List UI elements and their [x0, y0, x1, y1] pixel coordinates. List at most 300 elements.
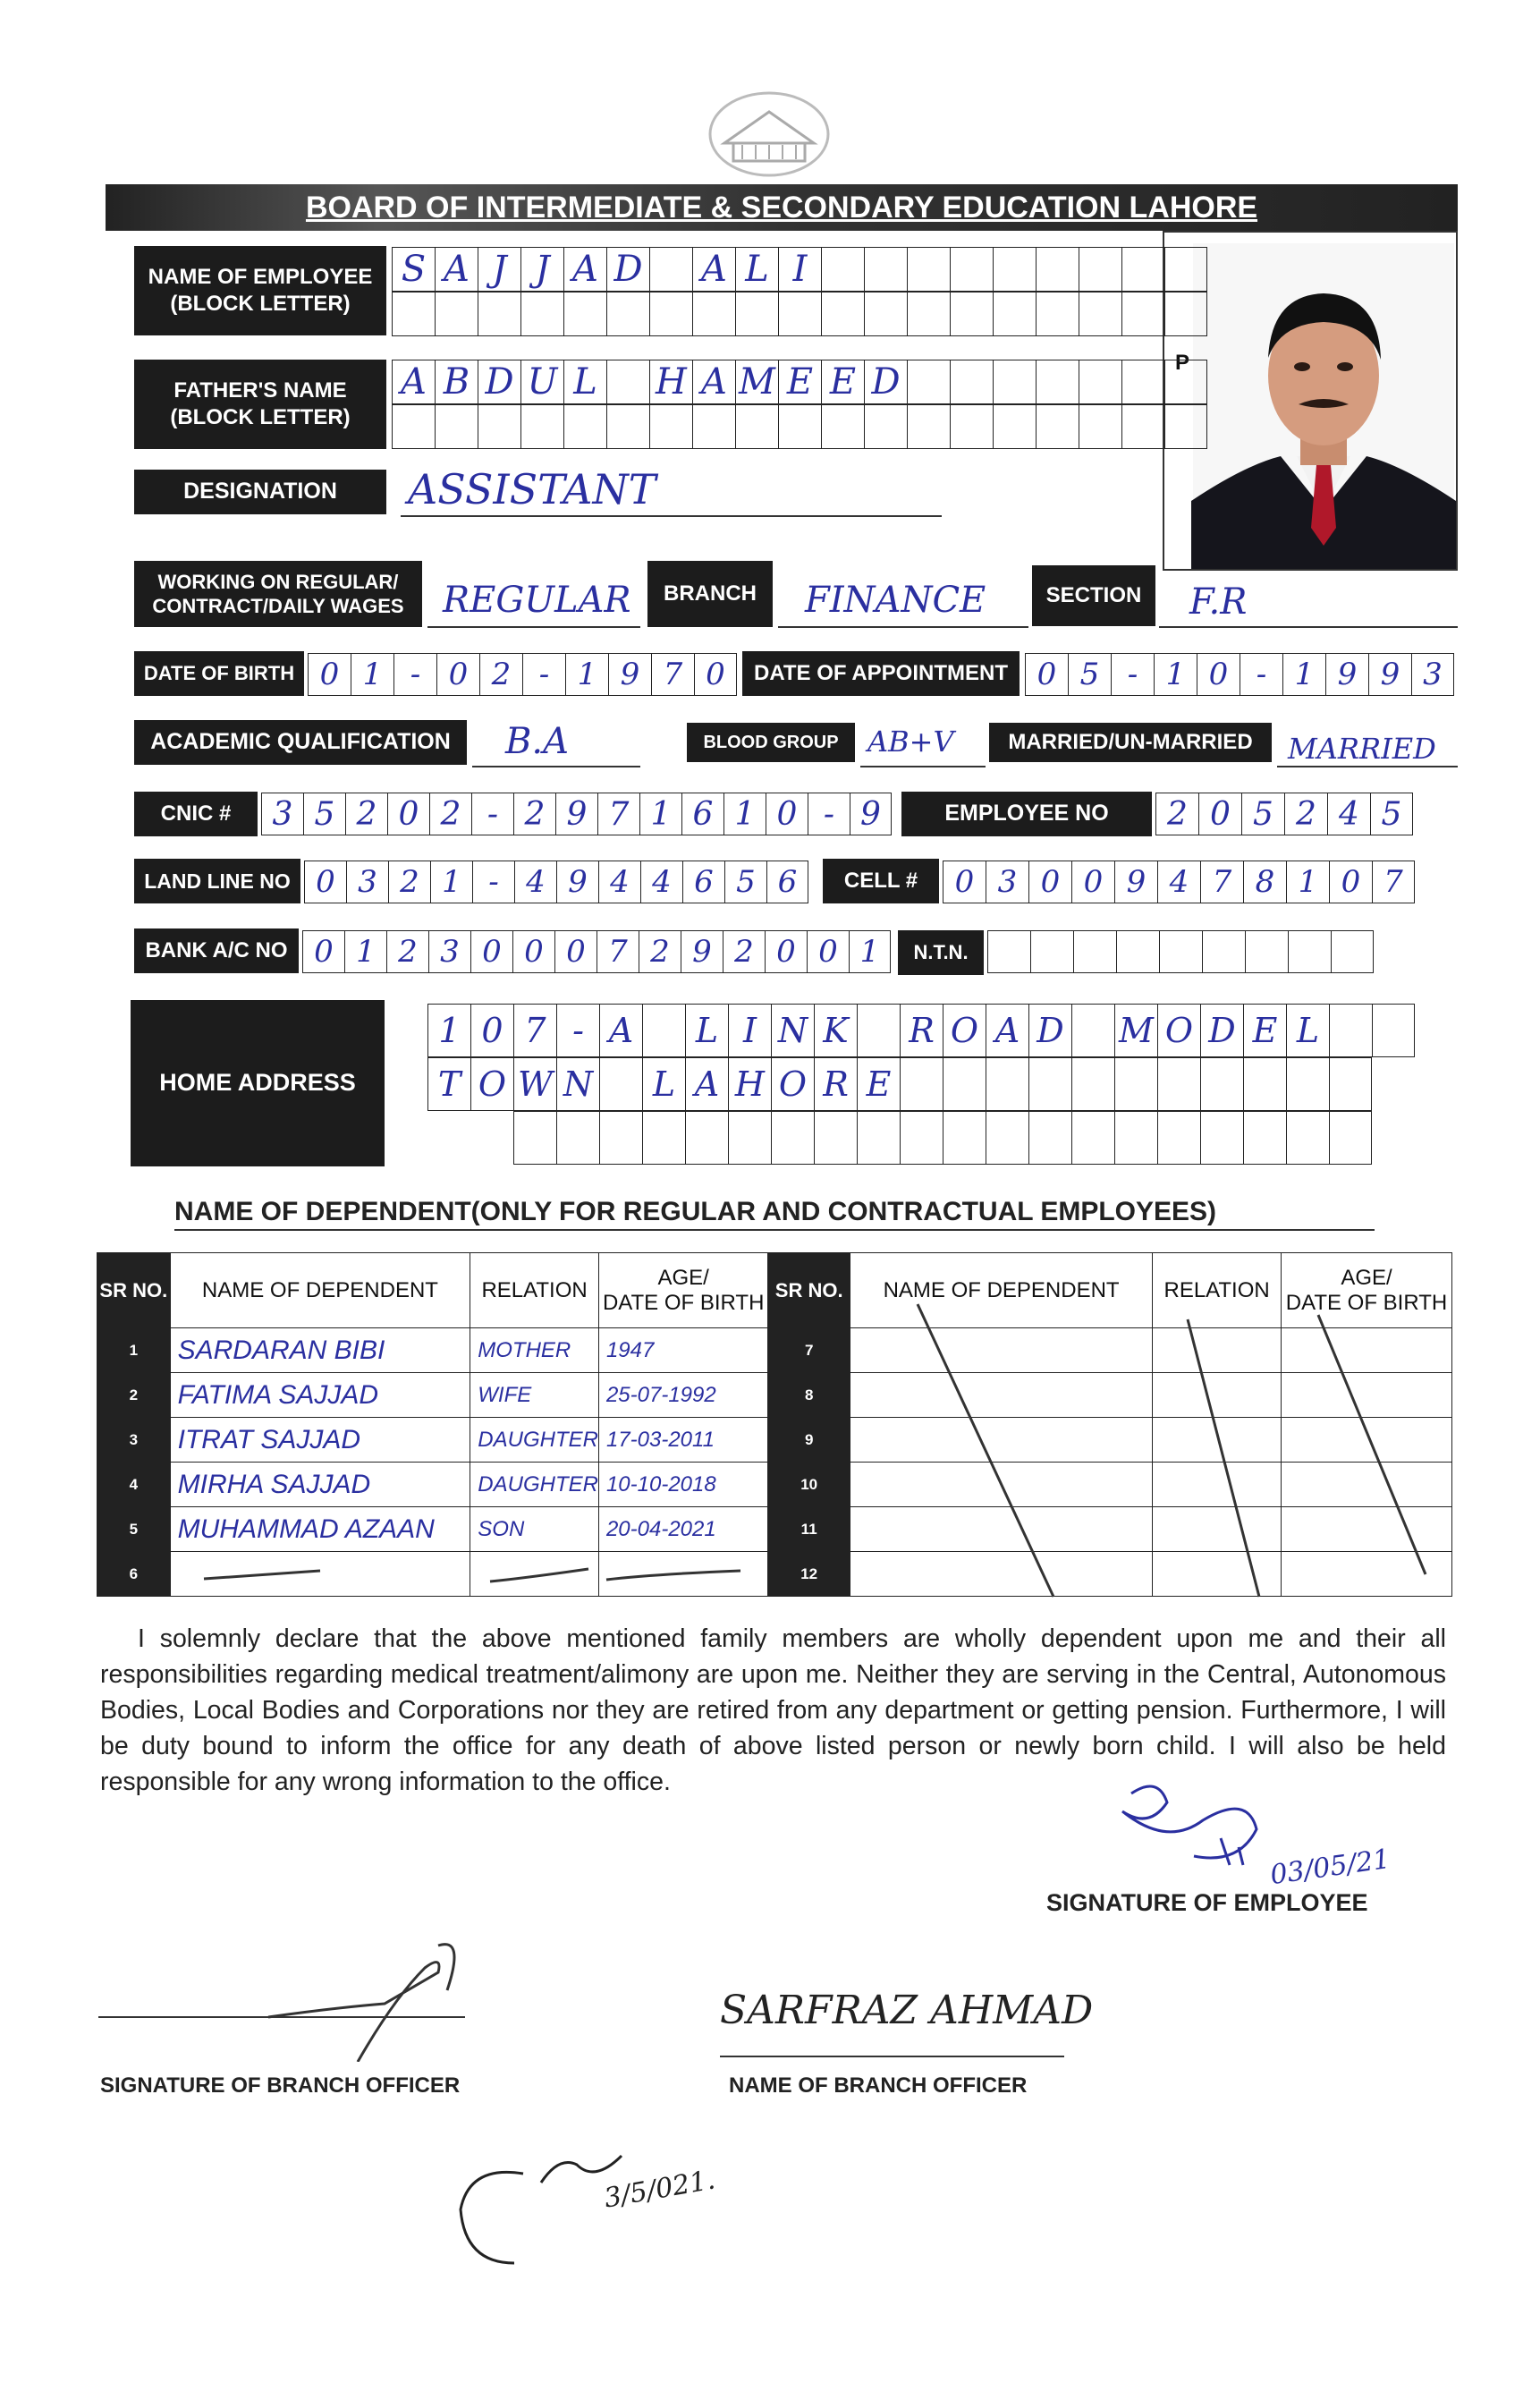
char-box[interactable]: B — [435, 360, 478, 404]
char-box[interactable] — [392, 292, 435, 336]
dependent-sr: 4 — [97, 1463, 171, 1507]
char-box[interactable] — [1245, 930, 1288, 973]
char-box[interactable]: 5 — [724, 861, 766, 903]
char-box[interactable]: 0 — [1197, 653, 1240, 696]
dependent-age[interactable]: 1947 — [598, 1328, 767, 1373]
char-box[interactable]: I — [728, 1004, 771, 1057]
char-box[interactable]: L — [563, 360, 606, 404]
char-box[interactable]: D — [1200, 1004, 1243, 1057]
char-box[interactable]: 1 — [351, 653, 393, 696]
char-box[interactable] — [821, 247, 864, 292]
char-box[interactable]: R — [814, 1057, 857, 1111]
branch-officer-name-label: NAME OF BRANCH OFFICER — [729, 2073, 1028, 2098]
dependent-name[interactable]: SARDARAN BIBI — [170, 1328, 470, 1373]
cnic-label-text: CNIC # — [160, 801, 232, 826]
dependent-sr: 3 — [97, 1418, 171, 1463]
doa-boxes[interactable] — [1025, 653, 1454, 696]
char-box[interactable] — [1243, 1111, 1286, 1165]
char-box[interactable]: 7 — [1200, 861, 1243, 903]
ntn-boxes[interactable] — [987, 930, 1374, 973]
bottom-initials — [452, 2138, 630, 2272]
branch-officer-signature — [259, 1919, 492, 2062]
char-box[interactable] — [1121, 292, 1164, 336]
char-box[interactable]: 1 — [1154, 653, 1197, 696]
col-age-right-1: AGE/ — [1341, 1265, 1392, 1290]
char-box[interactable] — [435, 292, 478, 336]
char-box[interactable]: 9 — [681, 930, 723, 973]
char-box[interactable]: O — [771, 1057, 814, 1111]
char-box[interactable] — [728, 1111, 771, 1165]
char-box[interactable]: 1 — [430, 861, 472, 903]
char-box[interactable]: 4 — [1157, 861, 1200, 903]
char-box[interactable]: 7 — [651, 653, 694, 696]
char-box[interactable] — [950, 292, 993, 336]
section-value[interactable]: F.R — [1189, 581, 1248, 623]
dependent-relation[interactable]: WIFE — [470, 1373, 599, 1418]
char-box[interactable]: 2 — [1284, 793, 1327, 835]
char-box[interactable]: A — [685, 1057, 728, 1111]
char-box[interactable]: 2 — [513, 793, 555, 835]
ntn-label-text: N.T.N. — [913, 941, 969, 964]
char-box[interactable] — [1329, 1057, 1372, 1111]
char-box[interactable]: H — [649, 360, 692, 404]
header-bar — [106, 184, 1458, 231]
char-box[interactable] — [563, 404, 606, 449]
address-row-3[interactable] — [513, 1111, 1372, 1165]
char-box[interactable] — [685, 1111, 728, 1165]
char-box[interactable] — [950, 360, 993, 404]
char-box[interactable]: 1 — [565, 653, 608, 696]
char-box[interactable]: T — [427, 1057, 470, 1111]
char-box[interactable] — [1200, 1111, 1243, 1165]
dependent-relation[interactable]: MOTHER — [470, 1328, 599, 1373]
char-box[interactable] — [987, 930, 1030, 973]
char-box[interactable] — [520, 404, 563, 449]
col-name-right: NAME OF DEPENDENT — [850, 1253, 1152, 1328]
col-age-right-2: DATE OF BIRTH — [1285, 1290, 1448, 1315]
char-box[interactable] — [1073, 930, 1116, 973]
char-box[interactable] — [864, 247, 907, 292]
char-box[interactable] — [606, 292, 649, 336]
char-box[interactable]: 9 — [1368, 653, 1411, 696]
char-box[interactable]: S — [392, 247, 435, 292]
dependent-relation[interactable]: DAUGHTER — [470, 1418, 599, 1463]
char-box[interactable] — [907, 404, 950, 449]
char-box[interactable] — [821, 292, 864, 336]
char-box[interactable]: L — [685, 1004, 728, 1057]
char-box[interactable] — [1079, 247, 1121, 292]
char-box[interactable]: 5 — [1241, 793, 1284, 835]
char-box[interactable]: 0 — [765, 930, 807, 973]
char-box[interactable] — [513, 1111, 556, 1165]
char-box[interactable]: I — [778, 247, 821, 292]
name-label-sub: (BLOCK LETTER) — [170, 292, 351, 316]
char-box[interactable]: 2 — [429, 793, 471, 835]
char-box[interactable]: 6 — [766, 861, 808, 903]
char-box[interactable] — [1164, 360, 1207, 404]
branch-officer-name-line — [720, 2013, 1064, 2057]
dependent-name[interactable]: MIRHA SAJJAD — [170, 1463, 470, 1507]
dependent-age[interactable]: 25-07-1992 — [598, 1373, 767, 1418]
char-box[interactable] — [1331, 930, 1374, 973]
char-box[interactable]: E — [778, 360, 821, 404]
dependent-name[interactable]: MUHAMMAD AZAAN — [170, 1507, 470, 1552]
working-label-1: WORKING ON REGULAR/ — [157, 570, 399, 593]
employee-name-boxes[interactable] — [392, 247, 1207, 292]
char-box[interactable] — [392, 404, 435, 449]
char-box[interactable]: M — [735, 360, 778, 404]
char-box[interactable] — [692, 292, 735, 336]
char-box[interactable] — [599, 1111, 642, 1165]
char-box[interactable] — [1286, 1111, 1329, 1165]
char-box[interactable]: 3 — [346, 861, 388, 903]
char-box[interactable]: A — [392, 360, 435, 404]
char-box[interactable]: 0 — [436, 653, 479, 696]
char-box[interactable]: A — [692, 247, 735, 292]
empno-label-text: EMPLOYEE NO — [944, 801, 1109, 827]
char-box[interactable] — [821, 404, 864, 449]
char-box[interactable] — [857, 1004, 900, 1057]
char-box[interactable] — [735, 404, 778, 449]
char-box[interactable]: 1 — [1286, 861, 1329, 903]
char-box[interactable] — [1036, 292, 1079, 336]
char-box[interactable]: 7 — [597, 930, 639, 973]
char-box[interactable]: 5 — [1370, 793, 1413, 835]
char-box[interactable] — [435, 404, 478, 449]
char-box[interactable] — [1036, 247, 1079, 292]
char-box[interactable] — [1157, 1057, 1200, 1111]
char-box[interactable] — [1372, 1004, 1415, 1057]
char-box[interactable]: - — [1240, 653, 1282, 696]
char-box[interactable] — [1329, 1111, 1372, 1165]
char-box[interactable] — [1286, 1057, 1329, 1111]
char-box[interactable]: - — [1111, 653, 1154, 696]
char-box[interactable]: 9 — [555, 793, 597, 835]
char-box[interactable]: A — [599, 1004, 642, 1057]
char-box[interactable] — [642, 1111, 685, 1165]
char-box[interactable] — [649, 292, 692, 336]
char-box[interactable]: J — [520, 247, 563, 292]
char-box[interactable]: A — [692, 360, 735, 404]
char-box[interactable]: U — [520, 360, 563, 404]
academic-value[interactable]: B.A — [505, 721, 569, 762]
char-box[interactable]: A — [986, 1004, 1028, 1057]
char-box[interactable] — [1200, 1057, 1243, 1111]
char-box[interactable] — [599, 1057, 642, 1111]
char-box[interactable]: 1 — [1282, 653, 1325, 696]
char-box[interactable]: 0 — [943, 861, 986, 903]
char-box[interactable] — [900, 1057, 943, 1111]
char-box[interactable]: 0 — [302, 930, 344, 973]
char-box[interactable]: O — [943, 1004, 986, 1057]
branch-label — [647, 561, 773, 627]
char-box[interactable]: 9 — [556, 861, 598, 903]
form-title: BOARD OF INTERMEDIATE & SECONDARY EDUCATION LAHORE — [305, 190, 1258, 225]
char-box[interactable]: 0 — [1025, 653, 1068, 696]
char-box[interactable] — [1116, 930, 1159, 973]
char-box[interactable] — [943, 1057, 986, 1111]
char-box[interactable]: 4 — [514, 861, 556, 903]
char-box[interactable] — [1159, 930, 1202, 973]
dependent-name[interactable]: FATIMA SAJJAD — [170, 1373, 470, 1418]
char-box[interactable] — [1288, 930, 1331, 973]
char-box[interactable]: 7 — [597, 793, 639, 835]
char-box[interactable]: 2 — [639, 930, 681, 973]
char-box[interactable]: 0 — [470, 930, 512, 973]
char-box[interactable]: 0 — [1198, 793, 1241, 835]
char-box[interactable]: 0 — [1329, 861, 1372, 903]
char-box[interactable] — [1164, 247, 1207, 292]
char-box[interactable] — [1071, 1004, 1114, 1057]
father-name-boxes[interactable] — [392, 360, 1207, 404]
char-box[interactable] — [1036, 404, 1079, 449]
char-box[interactable]: 9 — [608, 653, 651, 696]
char-box[interactable]: 3 — [1411, 653, 1454, 696]
char-box[interactable] — [1071, 1111, 1114, 1165]
char-box[interactable]: R — [900, 1004, 943, 1057]
landline-label-text: LAND LINE NO — [144, 869, 291, 893]
char-box[interactable]: D — [478, 360, 520, 404]
char-box[interactable] — [864, 404, 907, 449]
char-box[interactable]: 0 — [470, 1004, 513, 1057]
char-box[interactable] — [950, 404, 993, 449]
char-box[interactable] — [1157, 1111, 1200, 1165]
char-box[interactable]: D — [864, 360, 907, 404]
char-box[interactable] — [1121, 404, 1164, 449]
char-box[interactable]: D — [606, 247, 649, 292]
dob-boxes[interactable] — [308, 653, 737, 696]
employee-no-label — [901, 792, 1152, 836]
dependent-sr: 1 — [97, 1328, 171, 1373]
branch-value[interactable]: FINANCE — [805, 580, 986, 621]
char-box[interactable] — [986, 1111, 1028, 1165]
fathers-name-label — [134, 360, 386, 449]
char-box[interactable] — [864, 292, 907, 336]
char-box[interactable]: L — [642, 1057, 685, 1111]
dependent-age[interactable]: 20-04-2021 — [598, 1507, 767, 1552]
char-box[interactable] — [649, 404, 692, 449]
col-relation-left: RELATION — [470, 1253, 599, 1328]
char-box[interactable] — [1121, 360, 1164, 404]
working-value[interactable]: REGULAR — [443, 580, 631, 621]
char-box[interactable] — [907, 247, 950, 292]
char-box[interactable] — [1079, 292, 1121, 336]
char-box[interactable]: O — [1157, 1004, 1200, 1057]
char-box[interactable]: - — [556, 1004, 599, 1057]
father-label-sub: (BLOCK LETTER) — [170, 405, 351, 429]
char-box[interactable]: O — [470, 1057, 513, 1111]
char-box[interactable]: 3 — [428, 930, 470, 973]
char-box[interactable]: 1 — [849, 930, 891, 973]
char-box[interactable]: 8 — [1243, 861, 1286, 903]
char-box[interactable]: - — [522, 653, 565, 696]
char-box[interactable]: 0 — [1071, 861, 1114, 903]
char-box[interactable] — [642, 1004, 685, 1057]
doa-label — [742, 651, 1020, 696]
char-box[interactable] — [563, 292, 606, 336]
dependent-name[interactable]: ITRAT SAJJAD — [170, 1418, 470, 1463]
char-box[interactable]: 0 — [1028, 861, 1071, 903]
char-box[interactable] — [649, 247, 692, 292]
char-box[interactable] — [1243, 1057, 1286, 1111]
dependent-relation[interactable]: SON — [470, 1507, 599, 1552]
char-box[interactable]: 3 — [261, 793, 303, 835]
char-box[interactable] — [993, 292, 1036, 336]
char-box[interactable]: 1 — [723, 793, 766, 835]
char-box[interactable]: L — [735, 247, 778, 292]
char-box[interactable]: - — [471, 793, 513, 835]
char-box[interactable]: 0 — [308, 653, 351, 696]
dependents-heading: NAME OF DEPENDENT(ONLY FOR REGULAR AND CONTRACTUAL EMPLOYEES) — [174, 1197, 1375, 1231]
char-box[interactable] — [993, 247, 1036, 292]
char-box[interactable] — [1036, 360, 1079, 404]
char-box[interactable]: 6 — [682, 861, 724, 903]
char-box[interactable]: N — [556, 1057, 599, 1111]
char-box[interactable] — [1028, 1111, 1071, 1165]
char-box[interactable] — [943, 1111, 986, 1165]
char-box[interactable]: 3 — [986, 861, 1028, 903]
landline-boxes[interactable] — [304, 861, 808, 903]
char-box[interactable]: A — [563, 247, 606, 292]
char-box[interactable]: 5 — [303, 793, 345, 835]
dependent-age[interactable]: 10-10-2018 — [598, 1463, 767, 1507]
char-box[interactable] — [993, 360, 1036, 404]
char-box[interactable]: 6 — [681, 793, 723, 835]
char-box[interactable]: 2 — [388, 861, 430, 903]
char-box[interactable]: 0 — [387, 793, 429, 835]
char-box[interactable]: H — [728, 1057, 771, 1111]
father-name-boxes-row2[interactable] — [392, 404, 1207, 449]
address-label-text: HOME ADDRESS — [159, 1069, 356, 1097]
bottom-date: 3/5/021. — [601, 2164, 718, 2215]
char-box[interactable]: 2 — [1155, 793, 1198, 835]
char-box[interactable] — [556, 1111, 599, 1165]
char-box[interactable] — [950, 247, 993, 292]
char-box[interactable]: E — [1243, 1004, 1286, 1057]
bank-ac-label — [134, 928, 299, 973]
char-box[interactable]: 9 — [1114, 861, 1157, 903]
char-box[interactable]: 2 — [386, 930, 428, 973]
char-box[interactable] — [1114, 1057, 1157, 1111]
char-box[interactable] — [606, 360, 649, 404]
char-box[interactable]: - — [472, 861, 514, 903]
dob-label-text: DATE OF BIRTH — [143, 662, 295, 685]
char-box[interactable]: - — [808, 793, 850, 835]
blood-value[interactable]: AB+V — [867, 725, 954, 759]
char-box[interactable]: 4 — [1327, 793, 1370, 835]
char-box[interactable]: M — [1114, 1004, 1157, 1057]
char-box[interactable]: 0 — [766, 793, 808, 835]
char-box[interactable] — [778, 404, 821, 449]
char-box[interactable]: J — [478, 247, 520, 292]
employee-no-boxes[interactable] — [1155, 793, 1413, 835]
char-box[interactable]: N — [771, 1004, 814, 1057]
cell-boxes[interactable] — [943, 861, 1415, 903]
char-box[interactable]: E — [821, 360, 864, 404]
char-box[interactable] — [1164, 404, 1207, 449]
char-box[interactable] — [478, 292, 520, 336]
branch-officer-sign-label: SIGNATURE OF BRANCH OFFICER — [100, 2073, 461, 2098]
char-box[interactable] — [735, 292, 778, 336]
char-box[interactable] — [1079, 404, 1121, 449]
char-box[interactable] — [606, 404, 649, 449]
char-box[interactable] — [814, 1111, 857, 1165]
char-box[interactable]: 9 — [1325, 653, 1368, 696]
char-box[interactable] — [1071, 1057, 1114, 1111]
bank-ac-boxes[interactable] — [302, 930, 891, 973]
char-box[interactable] — [520, 292, 563, 336]
char-box[interactable]: 7 — [1372, 861, 1415, 903]
address-row-2[interactable] — [427, 1057, 1372, 1111]
char-box[interactable]: 0 — [694, 653, 737, 696]
char-box[interactable] — [900, 1111, 943, 1165]
char-box[interactable]: L — [1286, 1004, 1329, 1057]
col-age-left-2: DATE OF BIRTH — [602, 1290, 765, 1315]
char-box[interactable] — [1114, 1111, 1157, 1165]
char-box[interactable]: 0 — [807, 930, 849, 973]
char-box[interactable] — [1121, 247, 1164, 292]
char-box[interactable]: E — [857, 1057, 900, 1111]
char-box[interactable]: - — [393, 653, 436, 696]
char-box[interactable]: K — [814, 1004, 857, 1057]
char-box[interactable]: 1 — [427, 1004, 470, 1057]
char-box[interactable] — [986, 1057, 1028, 1111]
char-box[interactable]: 1 — [344, 930, 386, 973]
address-row-1[interactable] — [427, 1004, 1415, 1057]
char-box[interactable]: 4 — [640, 861, 682, 903]
char-box[interactable] — [771, 1111, 814, 1165]
char-box[interactable] — [1329, 1004, 1372, 1057]
dependent-relation[interactable]: DAUGHTER — [470, 1463, 599, 1507]
char-box[interactable] — [1030, 930, 1073, 973]
char-box[interactable] — [692, 404, 735, 449]
cell-label — [823, 859, 939, 903]
married-value[interactable]: MARRIED — [1288, 732, 1436, 766]
blood-label-text: BLOOD GROUP — [703, 732, 839, 752]
char-box[interactable]: 0 — [304, 861, 346, 903]
char-box[interactable]: 1 — [639, 793, 681, 835]
char-box[interactable]: A — [435, 247, 478, 292]
char-box[interactable]: 2 — [723, 930, 765, 973]
char-box[interactable]: 2 — [345, 793, 387, 835]
col-sr-right: SR NO. — [768, 1253, 850, 1328]
char-box[interactable]: 2 — [479, 653, 522, 696]
char-box[interactable]: 7 — [513, 1004, 556, 1057]
char-box[interactable] — [857, 1111, 900, 1165]
char-box[interactable]: 0 — [554, 930, 597, 973]
char-box[interactable]: D — [1028, 1004, 1071, 1057]
char-box[interactable] — [993, 404, 1036, 449]
char-box[interactable]: W — [513, 1057, 556, 1111]
char-box[interactable] — [907, 360, 950, 404]
char-box[interactable] — [1079, 360, 1121, 404]
char-box[interactable]: 4 — [598, 861, 640, 903]
char-box[interactable]: 9 — [850, 793, 892, 835]
char-box[interactable] — [1164, 292, 1207, 336]
char-box[interactable] — [907, 292, 950, 336]
char-box[interactable] — [778, 292, 821, 336]
char-box[interactable]: 5 — [1068, 653, 1111, 696]
char-box[interactable] — [1028, 1057, 1071, 1111]
dependent-age[interactable]: 17-03-2011 — [598, 1418, 767, 1463]
cnic-boxes[interactable] — [261, 793, 892, 835]
char-box[interactable] — [1202, 930, 1245, 973]
designation-value[interactable]: ASSISTANT — [408, 465, 656, 513]
char-box[interactable] — [478, 404, 520, 449]
char-box[interactable]: 0 — [512, 930, 554, 973]
employee-name-boxes-row2[interactable] — [392, 292, 1207, 336]
employee-signature-label: SIGNATURE OF EMPLOYEE — [1046, 1889, 1368, 1916]
